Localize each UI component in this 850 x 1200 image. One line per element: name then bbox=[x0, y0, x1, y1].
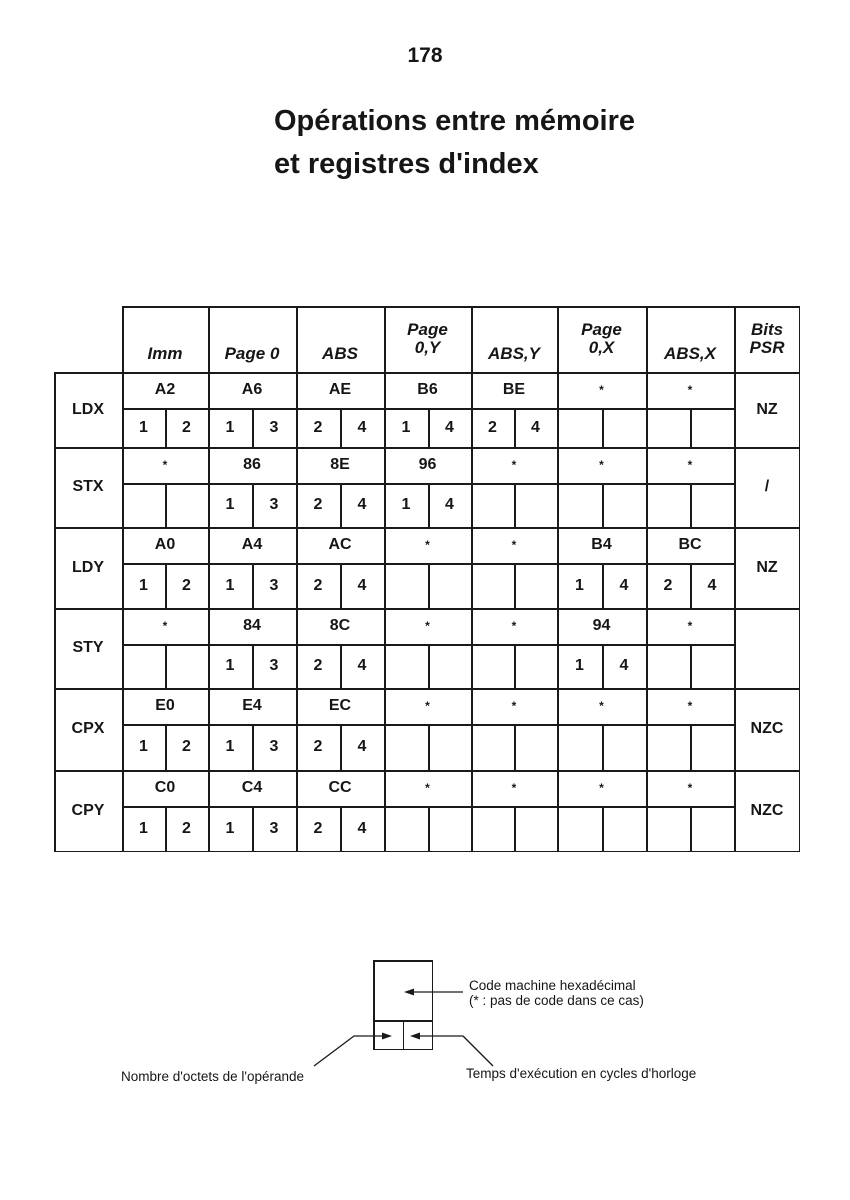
opcode-cell: * bbox=[687, 781, 693, 795]
opcode-cell: * bbox=[599, 699, 604, 713]
column-header-text: ABS bbox=[322, 344, 358, 363]
opcode-cell: AC bbox=[328, 536, 352, 553]
opcode-cell: * bbox=[599, 383, 604, 397]
column-header-text: ABS,X bbox=[664, 344, 716, 363]
opcode-cell: * bbox=[425, 619, 430, 633]
byte-count-cell: 2 bbox=[313, 418, 323, 436]
opcode-cell: * bbox=[425, 781, 430, 795]
psr-header-text: Bits bbox=[750, 320, 784, 339]
title-line-2: et registres d'index bbox=[274, 148, 539, 180]
opcode-cell: * bbox=[511, 458, 517, 472]
opcode-cell: C0 bbox=[154, 779, 176, 796]
legend-bytes-label: Nombre d'octets de l'opérande bbox=[121, 1069, 305, 1084]
opcode-cell: * bbox=[425, 699, 430, 713]
byte-count-cell: 1 bbox=[225, 576, 235, 594]
cycle-count-cell: 4 bbox=[531, 418, 540, 436]
cycle-count-cell: 4 bbox=[357, 657, 367, 674]
opcode-cell: * bbox=[687, 699, 693, 713]
opcode-cell: * bbox=[511, 619, 517, 633]
cycle-count-cell: 3 bbox=[269, 496, 279, 513]
opcode-cell: * bbox=[162, 458, 168, 472]
byte-count-cell: 2 bbox=[488, 418, 497, 436]
byte-count-cell: 1 bbox=[401, 418, 411, 436]
opcode-cell: * bbox=[687, 458, 693, 472]
byte-count-cell: 1 bbox=[225, 738, 235, 755]
cycle-count-cell: 4 bbox=[619, 657, 629, 674]
opcode-cell: C4 bbox=[241, 779, 263, 796]
cycle-count-cell: 4 bbox=[445, 496, 454, 513]
byte-count-cell: 2 bbox=[313, 657, 323, 674]
byte-count-cell: 1 bbox=[139, 738, 148, 755]
cycle-count-cell: 4 bbox=[357, 496, 367, 513]
instruction-label: STX bbox=[72, 478, 104, 495]
cycle-count-cell: 2 bbox=[182, 576, 191, 594]
psr-flags: NZC bbox=[750, 802, 784, 819]
legend-code-label: Code machine hexadécimal bbox=[469, 978, 636, 993]
opcode-cell: EC bbox=[328, 697, 352, 714]
byte-count-cell: 1 bbox=[139, 418, 148, 436]
opcode-cell: B6 bbox=[417, 381, 438, 398]
byte-count-cell: 2 bbox=[313, 820, 323, 837]
cycle-count-cell: 3 bbox=[269, 738, 279, 755]
cycle-count-cell: 3 bbox=[269, 820, 279, 837]
psr-flags: NZ bbox=[756, 400, 778, 418]
opcode-cell: E4 bbox=[242, 697, 262, 714]
cycle-count-cell: 2 bbox=[182, 418, 191, 436]
opcode-cell: BC bbox=[678, 536, 702, 553]
column-header-text: Page 0 bbox=[224, 344, 280, 363]
byte-count-cell: 1 bbox=[575, 576, 584, 594]
opcode-cell: * bbox=[511, 538, 517, 552]
column-header-text: 0,Y bbox=[414, 338, 441, 357]
opcode-cell: 8E bbox=[330, 456, 350, 473]
byte-count-cell: 1 bbox=[225, 657, 235, 674]
opcode-cell: 86 bbox=[243, 456, 261, 473]
legend-code-note: (* : pas de code dans ce cas) bbox=[469, 993, 644, 1008]
opcode-cell: 8C bbox=[329, 617, 351, 634]
opcode-cell: E0 bbox=[155, 697, 175, 714]
psr-flags: NZ bbox=[756, 558, 778, 576]
byte-count-cell: 2 bbox=[313, 576, 323, 594]
cycle-count-cell: 4 bbox=[357, 576, 367, 594]
byte-count-cell: 1 bbox=[139, 820, 148, 837]
column-header-text: Imm bbox=[147, 344, 183, 363]
opcode-cell: A2 bbox=[154, 381, 176, 398]
byte-count-cell: 1 bbox=[225, 496, 235, 513]
opcode-cell: * bbox=[162, 619, 168, 633]
instruction-label: STY bbox=[72, 639, 104, 656]
psr-flags: / bbox=[764, 478, 770, 495]
opcode-cell: BE bbox=[502, 381, 526, 398]
byte-count-cell: 1 bbox=[225, 820, 235, 837]
cycle-count-cell: 4 bbox=[357, 418, 367, 436]
byte-count-cell: 1 bbox=[139, 576, 148, 594]
column-header-text: 0,X bbox=[588, 338, 615, 357]
column-header-text: Page bbox=[407, 320, 448, 339]
opcode-cell: 94 bbox=[592, 617, 611, 634]
byte-count-cell: 1 bbox=[225, 418, 235, 436]
opcode-cell: AE bbox=[328, 381, 352, 398]
byte-count-cell: 2 bbox=[313, 738, 323, 755]
column-header-text: Page bbox=[581, 320, 622, 339]
column-header-text: ABS,Y bbox=[488, 344, 540, 363]
cycle-count-cell: 4 bbox=[707, 576, 717, 594]
cycle-count-cell: 2 bbox=[182, 820, 191, 837]
cycle-count-cell: 3 bbox=[269, 418, 279, 436]
cycle-count-cell: 4 bbox=[357, 820, 367, 837]
page-number: 178 bbox=[407, 44, 443, 67]
opcode-cell: * bbox=[511, 699, 517, 713]
opcode-cell: * bbox=[599, 458, 604, 472]
opcode-cell: * bbox=[425, 538, 430, 552]
instruction-label: CPY bbox=[71, 802, 105, 819]
psr-header-text: PSR bbox=[749, 338, 785, 357]
cycle-count-cell: 3 bbox=[269, 657, 279, 674]
psr-flags: NZC bbox=[750, 720, 784, 737]
cycle-count-cell: 4 bbox=[357, 738, 367, 755]
byte-count-cell: 2 bbox=[663, 576, 673, 594]
opcode-cell: B4 bbox=[591, 536, 612, 553]
instruction-label: LDX bbox=[72, 400, 104, 418]
opcode-cell: 96 bbox=[418, 456, 437, 473]
cycle-count-cell: 4 bbox=[619, 576, 629, 594]
opcode-cell: * bbox=[687, 619, 693, 633]
title-line-1: Opérations entre mémoire bbox=[274, 105, 635, 137]
byte-count-cell: 1 bbox=[575, 657, 584, 674]
opcode-cell: A6 bbox=[241, 381, 263, 398]
opcode-cell: A4 bbox=[241, 536, 263, 553]
cycle-count-cell: 3 bbox=[269, 576, 279, 594]
byte-count-cell: 2 bbox=[313, 496, 323, 513]
opcode-cell: * bbox=[687, 383, 693, 397]
instruction-label: CPX bbox=[71, 720, 105, 737]
opcode-cell: * bbox=[599, 781, 604, 795]
cycle-count-cell: 4 bbox=[445, 418, 454, 436]
opcode-cell: 84 bbox=[243, 617, 261, 634]
byte-count-cell: 1 bbox=[401, 496, 411, 513]
opcode-cell: * bbox=[511, 781, 517, 795]
instruction-label: LDY bbox=[72, 558, 104, 576]
cycle-count-cell: 2 bbox=[182, 738, 191, 755]
legend-cycles-label: Temps d'exécution en cycles d'horloge bbox=[466, 1066, 697, 1081]
opcode-cell: CC bbox=[328, 779, 352, 796]
opcode-cell: A0 bbox=[154, 536, 176, 553]
